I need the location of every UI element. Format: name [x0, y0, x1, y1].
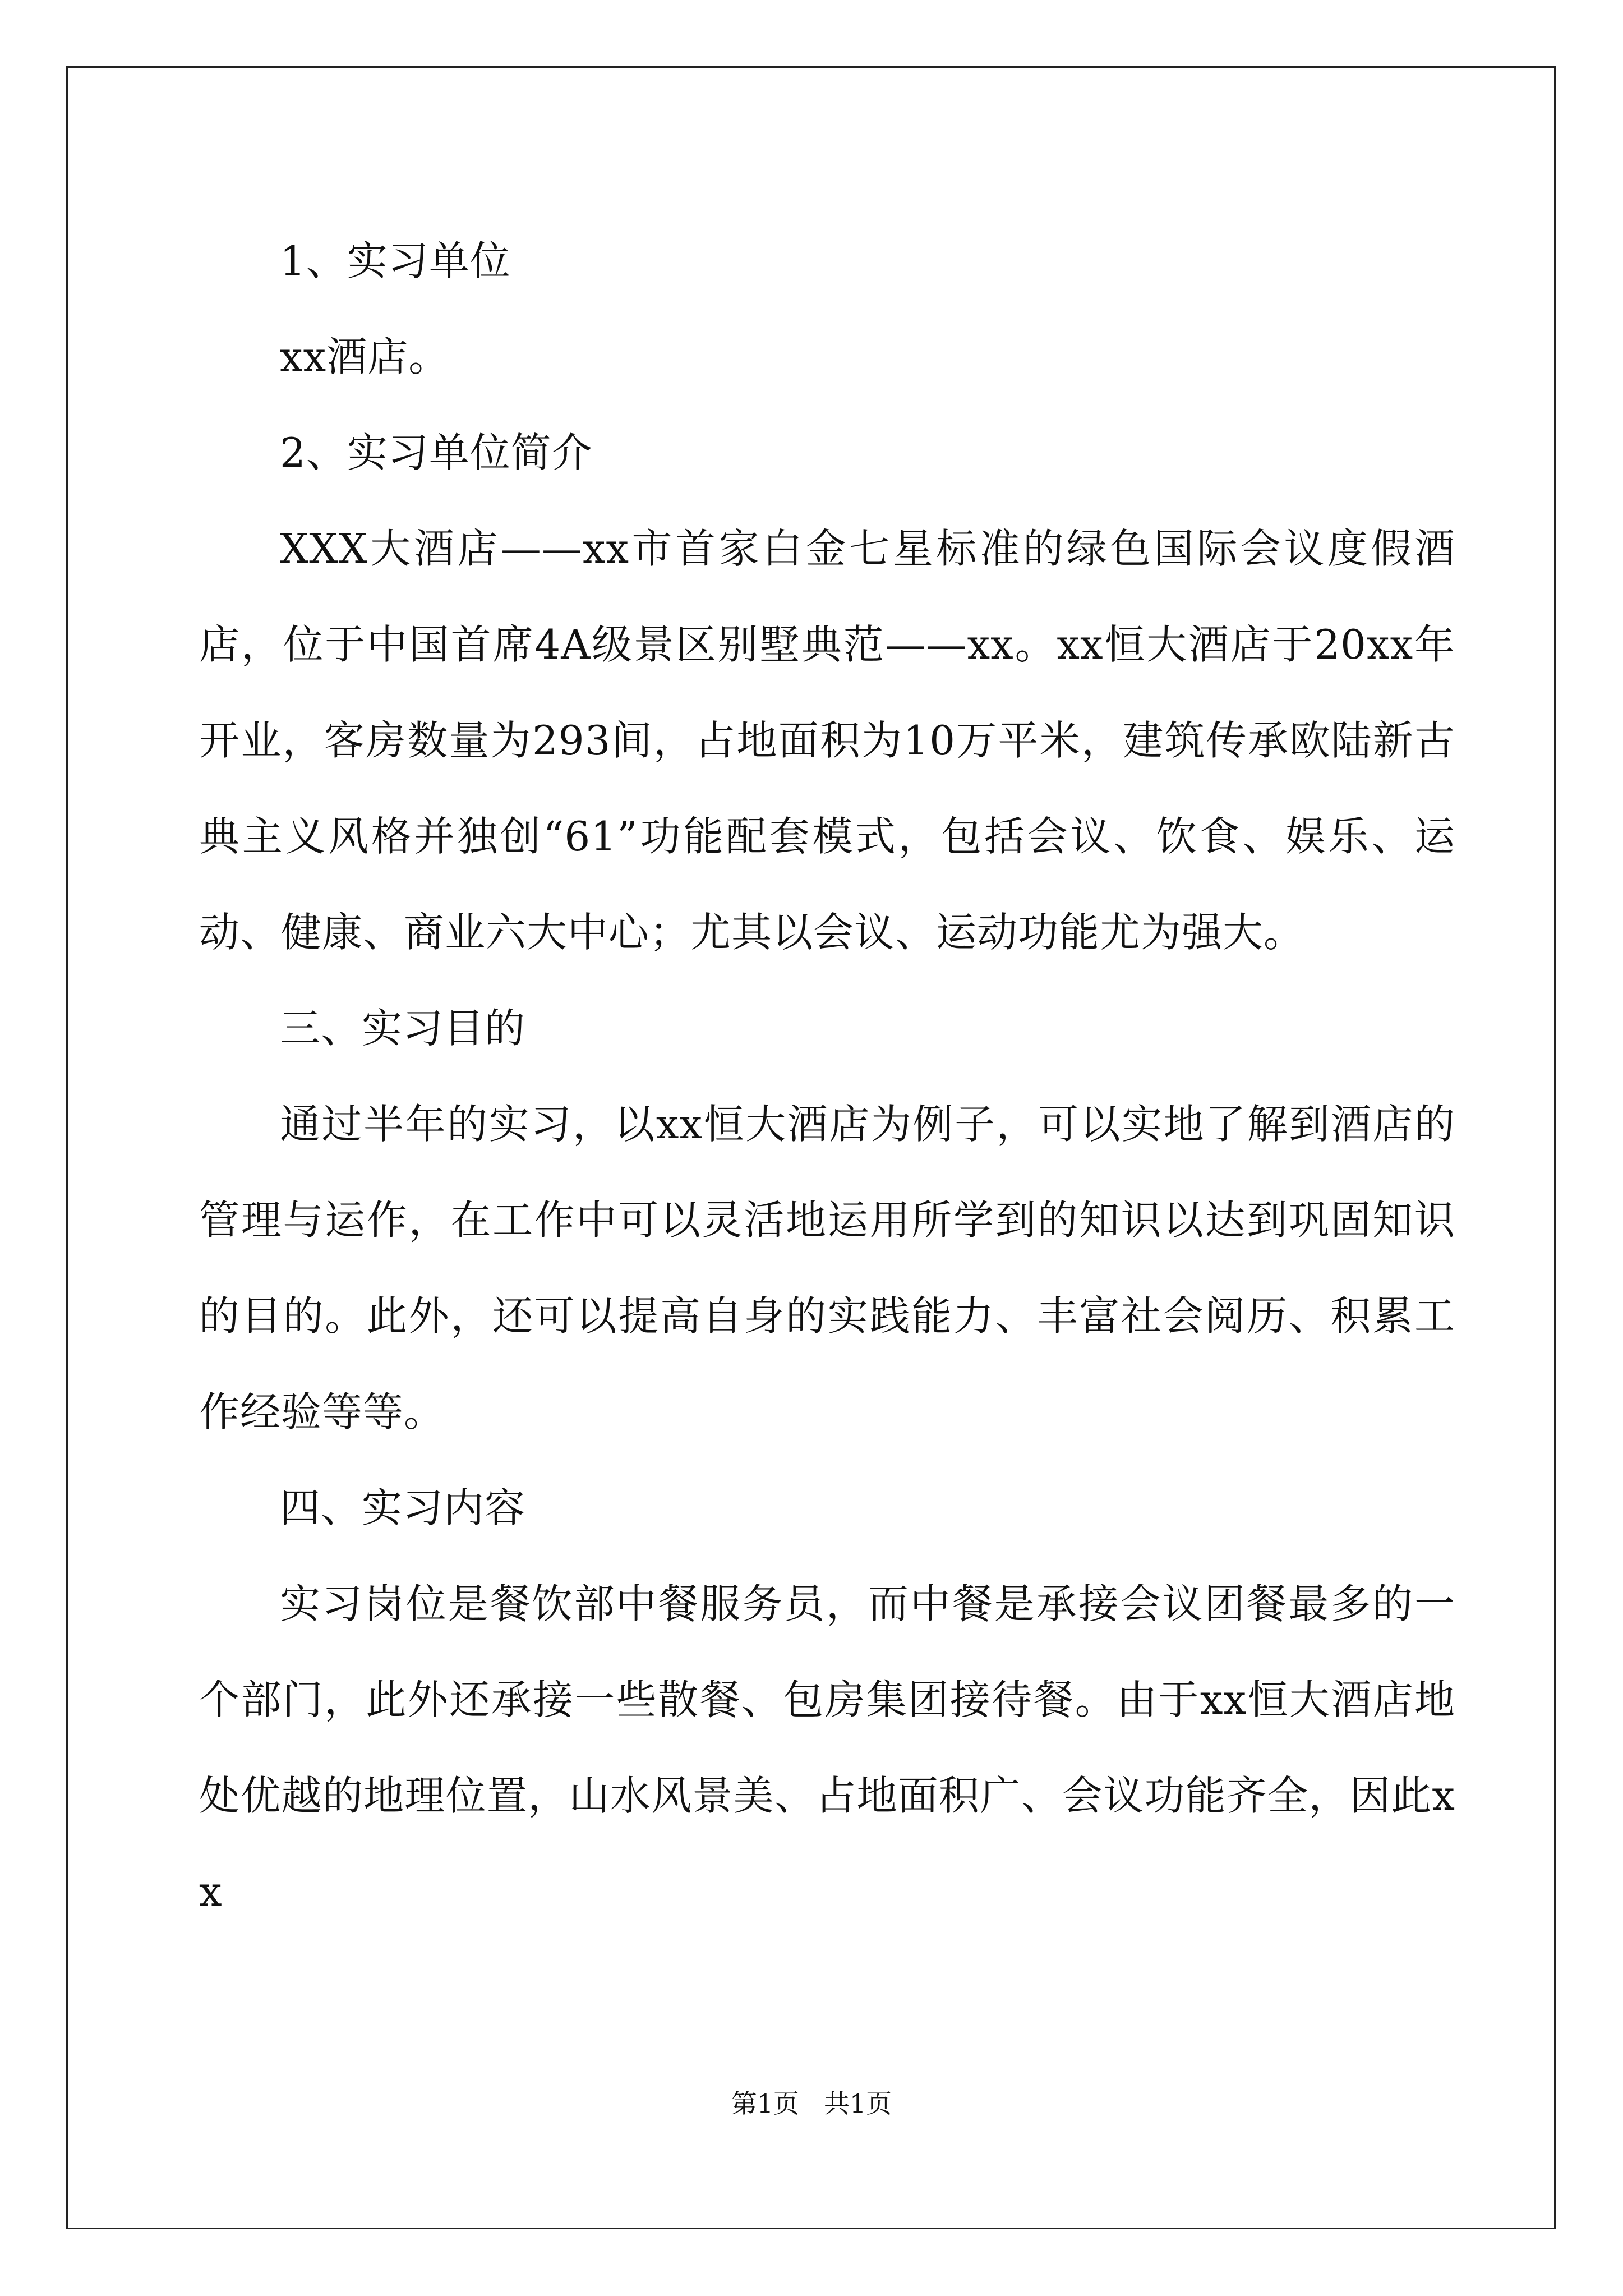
page-total: 共1页: [823, 2088, 892, 2119]
purpose-paragraph: 通过半年的实习，以xx恒大酒店为例子，可以实地了解到酒店的管理与运作，在工作中可以灵活地运用所学到的知识以达到巩固知识的目的。此外，还可以提高自身的实践能力、丰富社会阅历、积累工作经验等等。: [199, 1101, 1455, 1435]
content-paragraph: 实习岗位是餐饮部中餐服务员，而中餐是承接会议团餐最多的一个部门，此外还承接一些散餐、包房集团接待餐。由于xx恒大酒店地处优越的地理位置，山水风景美、占地面积广、会议功能齐全，因此xx: [199, 1580, 1455, 1915]
section-heading-content: 四、实习内容: [280, 1484, 526, 1531]
document-body: [199, 213, 1455, 1940]
section-heading-unit-intro: 2、实习单位简介: [280, 429, 593, 476]
section-heading-purpose: 三、实习目的: [280, 1005, 526, 1052]
page-footer: [0, 2087, 1623, 2120]
unit-intro-paragraph: XXX大酒店——xx市首家白金七星标准的绿色国际会议度假酒店，位于中国首席4A级景区别墅典范——xx。xx恒大酒店于20xx年开业，客房数量为293间，占地面积为10万平米，建筑传承欧陆新古典主义风格并独创“61”功能配套模式，包括会议、饮食、娱乐、运动、健康、商业六大中心；尤其以会议、运动功能尤为强大。: [199, 525, 1455, 956]
unit-name-text: xx酒店。: [280, 333, 450, 380]
section-heading-unit: 1、实习单位: [280, 237, 511, 284]
page-number: 第1页: [731, 2088, 800, 2119]
